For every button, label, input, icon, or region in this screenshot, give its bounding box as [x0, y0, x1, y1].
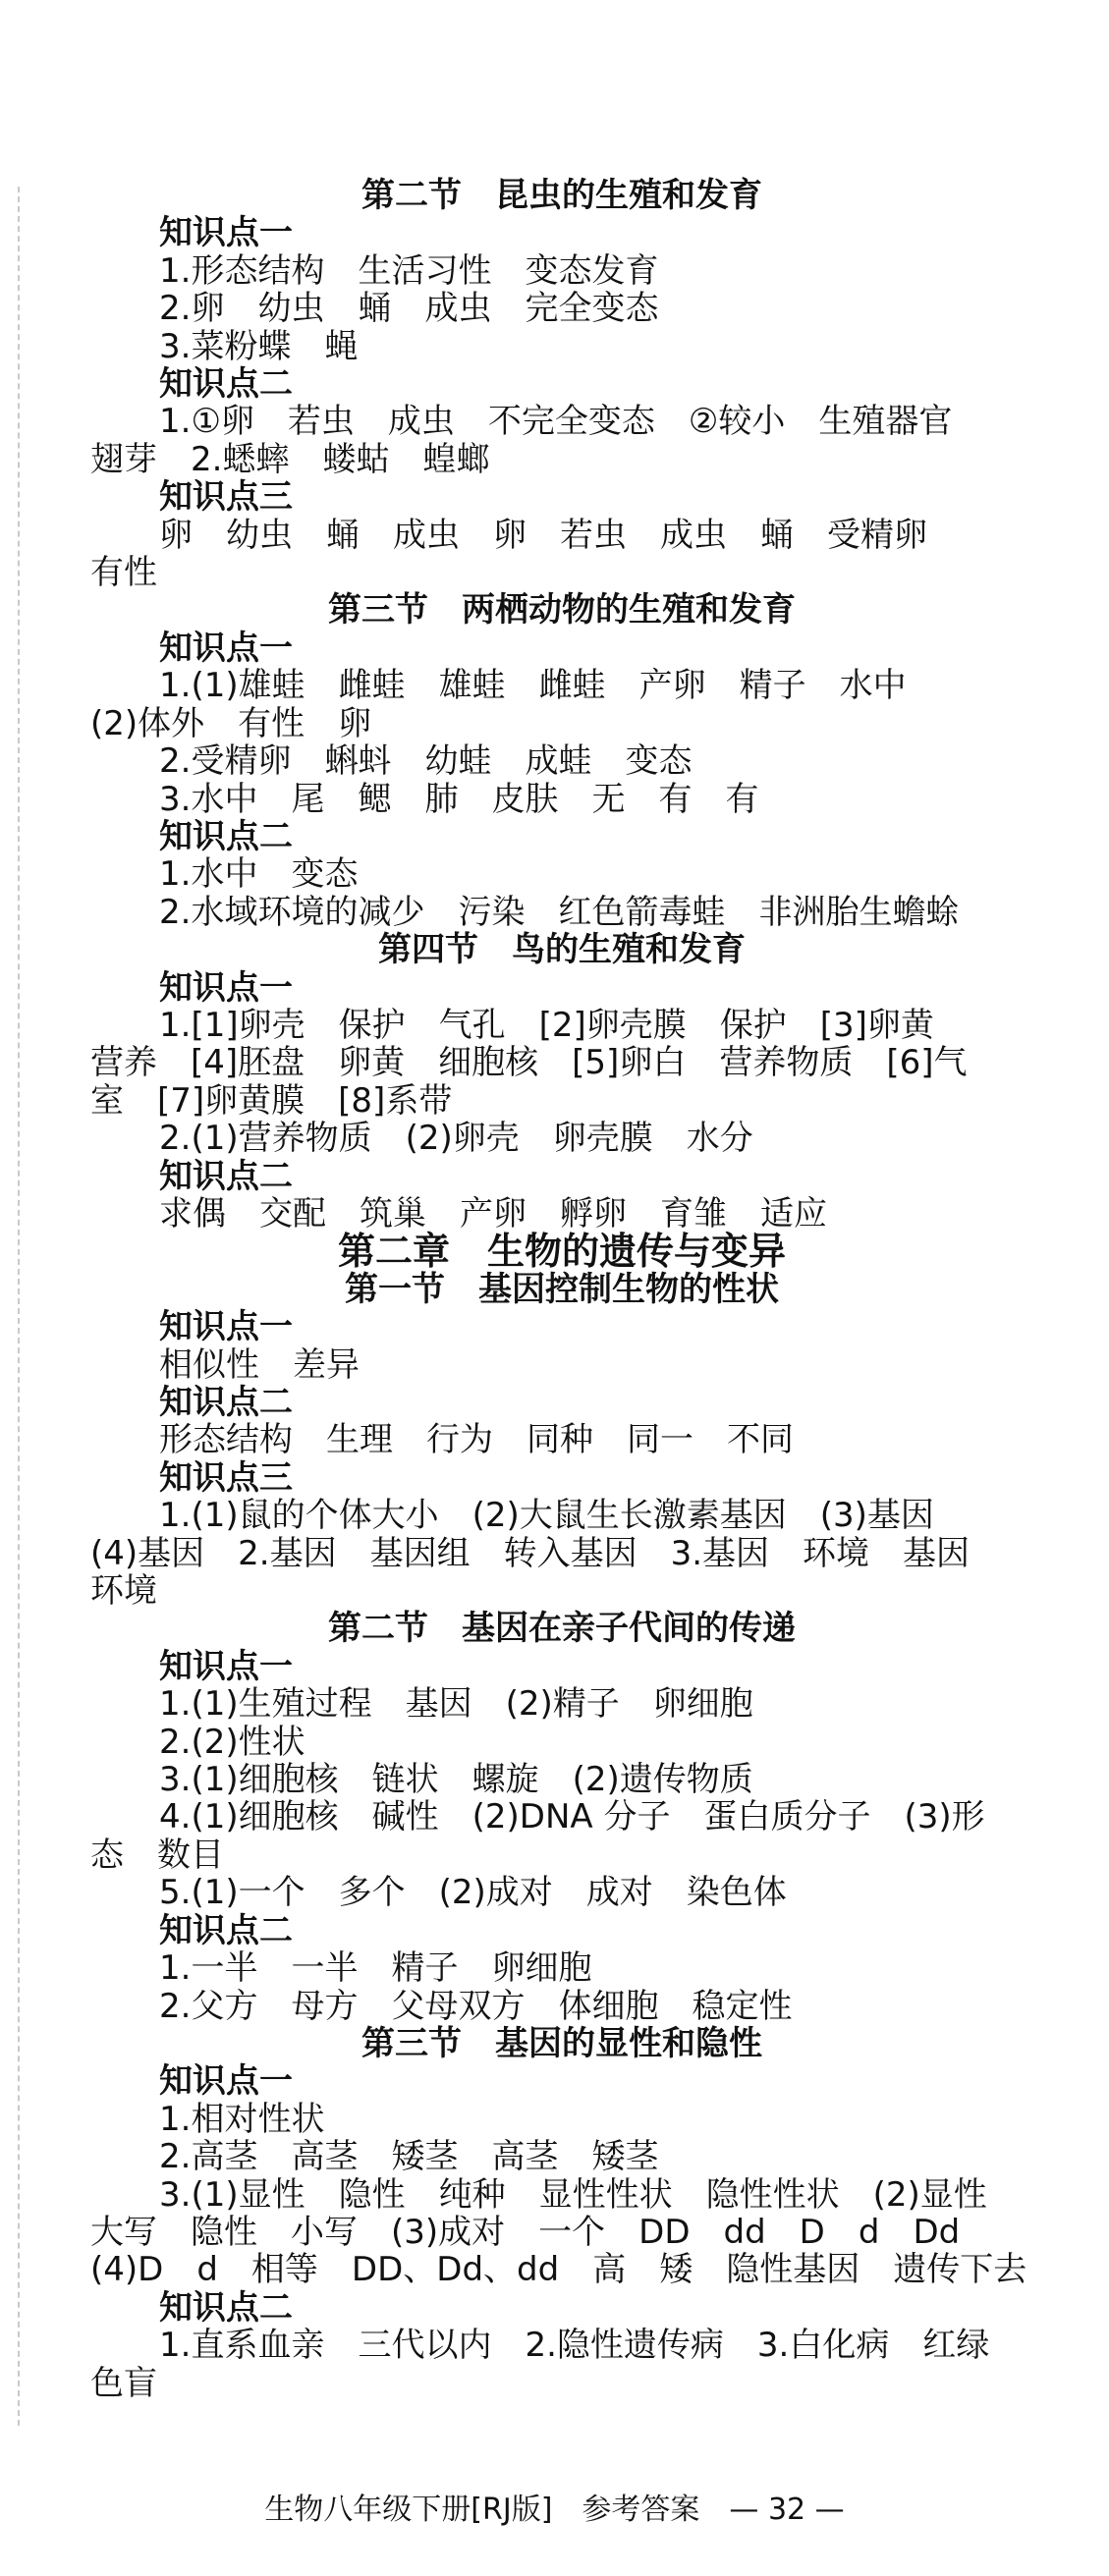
- answer-line: 3.水中 尾 鳃 肺 皮肤 无 有 有: [159, 779, 759, 819]
- knowledge-point-heading: 知识点一: [159, 1646, 293, 1686]
- section-title: 第一节 基因控制生物的性状: [345, 1269, 779, 1309]
- section-title: 第二节 基因在亲子代间的传递: [328, 1609, 796, 1649]
- knowledge-point-heading: 知识点一: [159, 2061, 293, 2102]
- answer-line-continued: (4)D d 相等 DD、Dd、dd 高 矮 隐性基因 遗传下去: [90, 2250, 1027, 2290]
- answer-line: 3.(1)细胞核 链状 螺旋 (2)遗传物质: [159, 1760, 753, 1800]
- knowledge-point-heading: 知识点二: [159, 1156, 293, 1196]
- answer-page: [90, 177, 1033, 2402]
- knowledge-point-heading: 知识点三: [159, 477, 293, 518]
- answer-line-continued: 营养 [4]胚盘 卵黄 细胞核 [5]卵白 营养物质 [6]气: [90, 1043, 968, 1083]
- section-title: 第四节 鸟的生殖和发育: [378, 930, 746, 970]
- answer-line: 卵 幼虫 蛹 成虫 卵 若虫 成虫 蛹 受精卵: [159, 515, 927, 555]
- knowledge-point-heading: 知识点二: [159, 1910, 293, 1950]
- answer-line: 1.[1]卵壳 保护 气孔 [2]卵壳膜 保护 [3]卵黄: [159, 1005, 934, 1045]
- answer-line: 2.(2)性状: [159, 1722, 305, 1762]
- knowledge-point-heading: 知识点二: [159, 816, 293, 856]
- chapter-title: 第二章 生物的遗传与变异: [337, 1229, 786, 1274]
- knowledge-point-heading: 知识点二: [159, 2287, 293, 2328]
- knowledge-point-heading: 知识点一: [159, 967, 293, 1008]
- section-title: 第三节 基因的显性和隐性: [361, 2023, 762, 2063]
- answer-line-continued: 环境: [90, 1571, 157, 1612]
- answer-line: 1.直系血亲 三代以内 2.隐性遗传病 3.白化病 红绿: [159, 2326, 990, 2366]
- answer-line: 2.水域环境的减少 污染 红色箭毒蛙 非洲胎生蟾蜍: [159, 892, 960, 932]
- answer-line: 2.高茎 高茎 矮茎 高茎 矮茎: [159, 2137, 659, 2177]
- answer-line: 3.(1)显性 隐性 纯种 显性性状 隐性性状 (2)显性: [159, 2174, 987, 2215]
- knowledge-point-heading: 知识点一: [159, 628, 293, 668]
- knowledge-point-heading: 知识点一: [159, 213, 293, 253]
- answer-line: 2.(1)营养物质 (2)卵壳 卵壳膜 水分: [159, 1119, 753, 1159]
- answer-line-continued: 有性: [90, 553, 157, 593]
- knowledge-point-heading: 知识点二: [159, 1383, 293, 1422]
- answer-line: 2.受精卵 蝌蚪 幼蛙 成蛙 变态: [159, 741, 693, 782]
- binding-edge-dashed-line: [18, 187, 20, 2426]
- answer-line: 1.(1)鼠的个体大小 (2)大鼠生长激素基因 (3)基因: [159, 1496, 934, 1536]
- knowledge-point-heading: 知识点一: [159, 1307, 293, 1347]
- answer-line-continued: 室 [7]卵黄膜 [8]系带: [90, 1080, 453, 1121]
- answer-line: 5.(1)一个 多个 (2)成对 成对 染色体: [159, 1873, 787, 1913]
- answer-line-continued: 态 数目: [90, 1835, 224, 1875]
- answer-line: 1.(1)生殖过程 基因 (2)精子 卵细胞: [159, 1684, 753, 1725]
- answer-line-continued: 大写 隐性 小写 (3)成对 一个 DD dd D d Dd: [90, 2212, 961, 2252]
- answer-line: 相似性 差异: [159, 1344, 360, 1385]
- answer-line: 1.相对性状: [159, 2099, 325, 2139]
- answer-line-continued: (2)体外 有性 卵: [90, 703, 372, 743]
- page-footer: 生物八年级下册[RJ版] 参考答案 — 32 —: [264, 2493, 845, 2527]
- section-title: 第三节 两栖动物的生殖和发育: [328, 590, 796, 630]
- answer-line: 1.一半 一半 精子 卵细胞: [159, 1948, 592, 1989]
- answer-line: 2.卵 幼虫 蛹 成虫 完全变态: [159, 289, 659, 329]
- section-title: 第二节 昆虫的生殖和发育: [361, 176, 762, 215]
- answer-line: 1.(1)雄蛙 雌蛙 雄蛙 雌蛙 产卵 精子 水中: [159, 666, 907, 706]
- answer-line: 3.菜粉蝶 蝇: [159, 326, 359, 366]
- answer-line: 4.(1)细胞核 碱性 (2)DNA 分子 蛋白质分子 (3)形: [159, 1797, 985, 1837]
- answer-line-continued: 色盲: [90, 2363, 157, 2403]
- answer-line: 1.形态结构 生活习性 变态发育: [159, 250, 659, 291]
- answer-line: 1.①卵 若虫 成虫 不完全变态 ②较小 生殖器官: [159, 402, 953, 442]
- knowledge-point-heading: 知识点二: [159, 364, 293, 405]
- answer-line: 1.水中 变态: [159, 854, 359, 895]
- answer-line: 形态结构 生理 行为 同种 同一 不同: [159, 1420, 794, 1460]
- answer-line: 求偶 交配 筑巢 产卵 孵卵 育雏 适应: [159, 1193, 827, 1233]
- answer-line-continued: (4)基因 2.基因 基因组 转入基因 3.基因 环境 基因: [90, 1533, 970, 1573]
- knowledge-point-heading: 知识点三: [159, 1457, 293, 1498]
- answer-line: 2.父方 母方 父母双方 体细胞 稳定性: [159, 1986, 793, 2026]
- answer-line-continued: 翅芽 2.蟋蟀 蝼蛄 蝗螂: [90, 439, 490, 479]
